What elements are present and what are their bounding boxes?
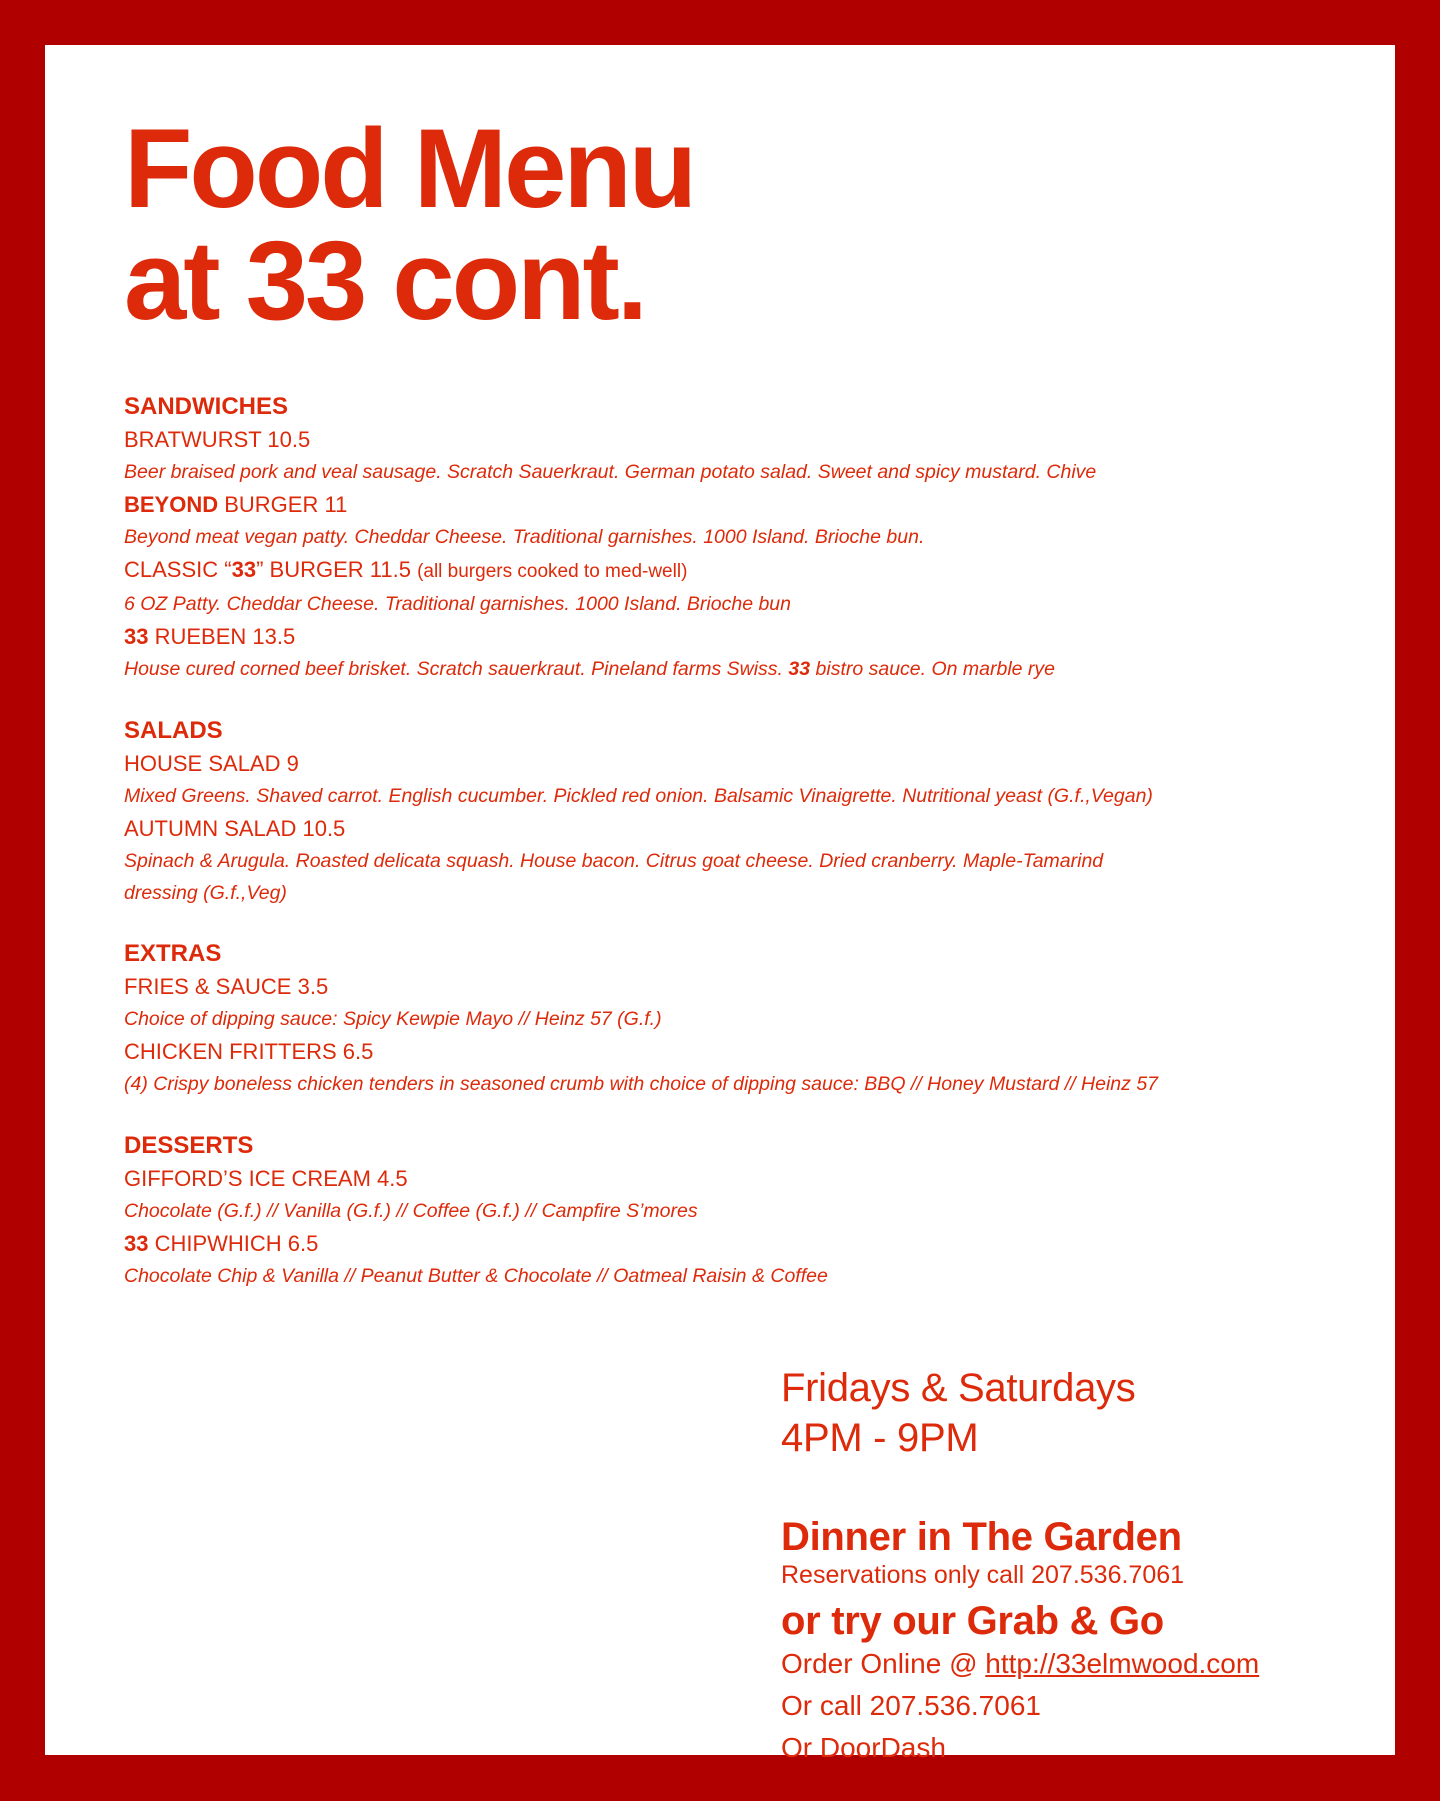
menu-list	[124, 390, 1364, 1321]
info-block	[781, 1363, 1361, 1769]
menu-item-chicken-fritters	[124, 1036, 1364, 1101]
item-name: BRATWURST 10.5	[124, 427, 311, 452]
section-desserts	[124, 1129, 1364, 1293]
menu-page	[45, 45, 1395, 1763]
item-name-bold: 33	[124, 1231, 149, 1256]
item-description: 6 OZ Patty. Cheddar Cheese. Traditional garnishes. 1000 Island. Brioche bun	[124, 593, 791, 615]
item-description-line-1: Spinach & Arugula. Roasted delicata squash. House bacon. Citrus goat cheese. Dried cranberry. Maple-Tamarind	[124, 850, 1104, 872]
doordash-line: Or DoorDash	[781, 1732, 946, 1763]
item-desc-pre: House cured corned beef brisket. Scratch sauerkraut. Pineland farms Swiss.	[124, 658, 789, 680]
item-name-pre: CLASSIC “	[124, 557, 232, 582]
section-title: EXTRAS	[124, 940, 222, 967]
item-description: Beer braised pork and veal sausage. Scratch Sauerkraut. German potato salad. Sweet and spicy mustard. Chive	[124, 461, 1097, 483]
item-name: AUTUMN SALAD 10.5	[124, 816, 346, 841]
item-description: Chocolate Chip & Vanilla // Peanut Butter & Chocolate // Oatmeal Raisin & Coffee	[124, 1265, 828, 1287]
call-line: Or call 207.536.7061	[781, 1690, 1041, 1721]
order-online-line	[781, 1643, 1361, 1685]
page-title	[124, 106, 695, 343]
section-extras	[124, 937, 1364, 1101]
menu-item-fries	[124, 971, 1364, 1036]
menu-item-beyond-burger	[124, 489, 1364, 554]
item-description	[124, 653, 1364, 686]
section-salads	[124, 714, 1364, 909]
reservations-text: Reservations only call 207.536.7061	[781, 1561, 1185, 1589]
service-days: Fridays & Saturdays	[781, 1366, 1136, 1410]
item-name-bold: 33	[231, 557, 257, 582]
item-desc-post: bistro sauce. On marble rye	[810, 658, 1056, 680]
section-title: SALADS	[124, 717, 223, 744]
item-name	[124, 1228, 1364, 1260]
item-description	[124, 845, 1364, 909]
dinner-title: Dinner in The Garden	[781, 1515, 1182, 1559]
item-name: HOUSE SALAD 9	[124, 751, 299, 776]
item-name: GIFFORD’S ICE CREAM 4.5	[124, 1166, 408, 1191]
item-name: CHICKEN FRITTERS 6.5	[124, 1039, 374, 1064]
item-note: (all burgers cooked to med-well)	[417, 561, 688, 582]
menu-item-chipwhich	[124, 1228, 1364, 1293]
section-sandwiches	[124, 390, 1364, 686]
service-hours: 4PM - 9PM	[781, 1416, 979, 1460]
menu-item-bratwurst	[124, 424, 1364, 489]
menu-item-house-salad	[124, 748, 1364, 813]
menu-item-rueben	[124, 621, 1364, 686]
item-description: Chocolate (G.f.) // Vanilla (G.f.) // Coffee (G.f.) // Campfire S’mores	[124, 1200, 698, 1222]
menu-item-ice-cream	[124, 1163, 1364, 1228]
item-name-rest: CHIPWHICH 6.5	[148, 1231, 319, 1256]
item-name-post: ” BURGER 11.5	[256, 557, 418, 582]
item-description-line-2: dressing (G.f.,Veg)	[124, 882, 287, 904]
section-title: DESSERTS	[124, 1132, 254, 1159]
website-link[interactable]: http://33elmwood.com	[985, 1648, 1260, 1679]
item-name	[124, 554, 1364, 588]
item-name: FRIES & SAUCE 3.5	[124, 974, 329, 999]
item-desc-bold: 33	[788, 658, 811, 680]
item-description: (4) Crispy boneless chicken tenders in seasoned crumb with choice of dipping sauce: BBQ // Honey Mustard // Heinz 57	[124, 1073, 1159, 1095]
item-name	[124, 489, 1364, 521]
menu-item-classic-burger	[124, 554, 1364, 621]
item-description: Beyond meat vegan patty. Cheddar Cheese. Traditional garnishes. 1000 Island. Brioche bun.	[124, 526, 925, 548]
item-name-bold: 33	[124, 624, 149, 649]
item-name-rest: RUEBEN 13.5	[148, 624, 296, 649]
item-name-rest: BURGER 11	[218, 492, 348, 517]
item-name	[124, 621, 1364, 653]
order-online-prefix: Order Online @	[781, 1648, 986, 1679]
item-name-bold: BEYOND	[124, 492, 219, 517]
title-line-1: Food Menu	[124, 106, 695, 231]
section-title: SANDWICHES	[124, 393, 289, 420]
menu-item-autumn-salad	[124, 813, 1364, 909]
item-description: Mixed Greens. Shaved carrot. English cucumber. Pickled red onion. Balsamic Vinaigrette. Nutritional yeast (G.f.,Vegan)	[124, 785, 1153, 807]
title-line-2: at 33 cont.	[124, 218, 645, 343]
item-description: Choice of dipping sauce: Spicy Kewpie Mayo // Heinz 57 (G.f.)	[124, 1008, 662, 1030]
grab-and-go-title: or try our Grab & Go	[781, 1599, 1164, 1643]
